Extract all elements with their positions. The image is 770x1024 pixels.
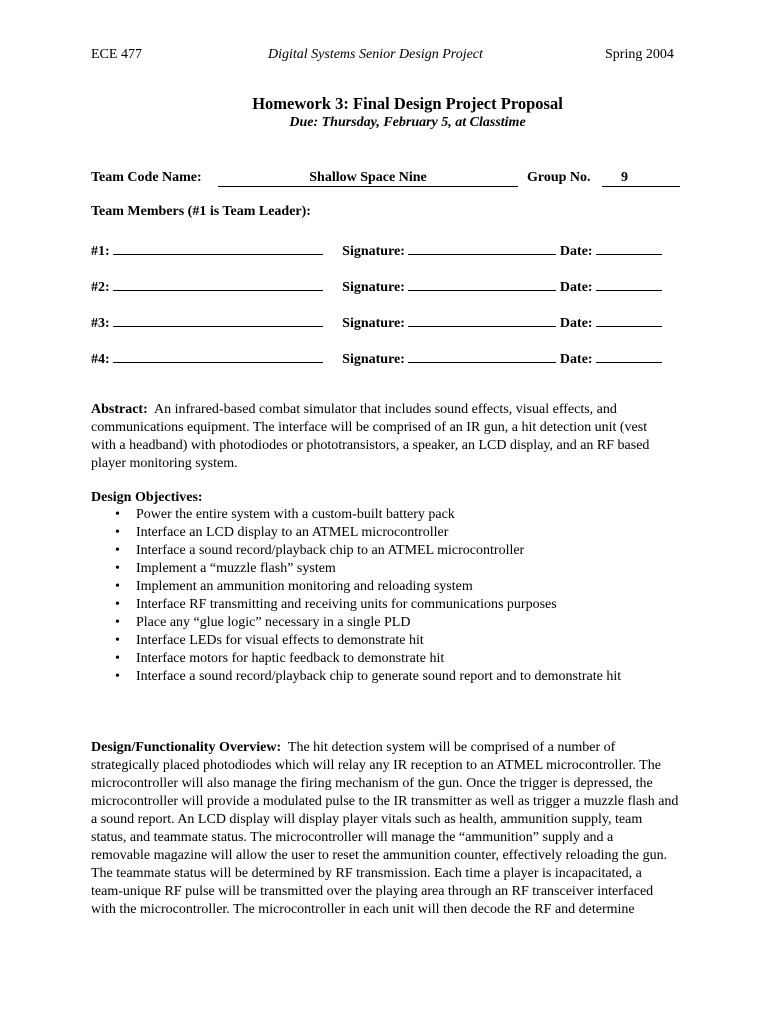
overview-line: team-unique RF pulse will be transmitted over the playing area through an RF transceiver interfaced [91, 884, 654, 899]
team-code-name-field[interactable] [218, 170, 518, 187]
signature-field[interactable] [408, 276, 556, 291]
page-title: Homework 3: Final Design Project Proposal [252, 94, 563, 113]
overview-line: microcontroller will provide a modulated pulse to the IR transmitter as well as trigger a muzzle flash and [91, 794, 679, 809]
overview-label: Design/Functionality Overview: [91, 740, 282, 755]
member-name-field[interactable] [113, 348, 323, 363]
list-item: • Interface LEDs for visual effects to demonstrate hit [91, 632, 621, 650]
overview-line: a sound report. An LCD display will display player vitals such as health, ammunition supply, team [91, 812, 643, 827]
abstract-line: communications equipment. The interface will be comprised of an IR gun, a hit detection unit (vest [91, 420, 648, 435]
member-row-4 [91, 348, 662, 368]
list-item: • Interface an LCD display to an ATMEL microcontroller [91, 524, 621, 542]
overview-line: with the microcontroller. The microcontroller in each unit will then decode the RF and determine [91, 902, 635, 917]
member-number: #1: [91, 244, 110, 259]
list-item: • Implement a “muzzle flash” system [91, 560, 621, 578]
list-item: • Interface a sound record/playback chip to generate sound report and to demonstrate hit [91, 668, 621, 686]
date-label: Date: [559, 316, 593, 331]
team-code-name-label: Team Code Name: [91, 170, 202, 185]
group-number-field[interactable] [602, 170, 680, 187]
abstract-line: An infrared-based combat simulator that includes sound effects, visual effects, and [154, 402, 617, 417]
term: Spring 2004 [605, 47, 674, 62]
member-name-field[interactable] [113, 276, 323, 291]
date-field[interactable] [596, 312, 662, 327]
member-name-field[interactable] [113, 312, 323, 327]
date-label: Date: [559, 244, 593, 259]
signature-label: Signature: [342, 244, 405, 259]
list-item: • Interface a sound record/playback chip to an ATMEL microcontroller [91, 542, 621, 560]
overview-line: microcontroller will also manage the firing mechanism of the gun. Once the trigger is depressed, the [91, 776, 653, 791]
group-number-label: Group No. [527, 170, 591, 185]
signature-label: Signature: [342, 352, 405, 367]
member-number: #4: [91, 352, 110, 367]
date-field[interactable] [596, 240, 662, 255]
member-number: #2: [91, 280, 110, 295]
signature-field[interactable] [408, 240, 556, 255]
course-code: ECE 477 [91, 47, 142, 62]
overview-line: The hit detection system will be comprised of a number of [287, 740, 616, 755]
signature-field[interactable] [408, 312, 556, 327]
overview-line: status, and teammate status. The microcontroller will manage the “ammunition” supply and a [91, 830, 614, 845]
member-row-1 [91, 240, 662, 260]
member-row-2 [91, 276, 662, 296]
overview-line: The teammate status will be determined by RF transmission. Each time a player is incapacitated, a [91, 866, 642, 881]
abstract-line: player monitoring system. [91, 456, 238, 471]
member-name-field[interactable] [113, 240, 323, 255]
abstract-label: Abstract: [91, 402, 148, 417]
signature-label: Signature: [342, 280, 405, 295]
overview-section [91, 739, 731, 919]
date-label: Date: [559, 280, 593, 295]
team-code-name-value: Shallow Space Nine [309, 170, 427, 185]
team-members-heading: Team Members (#1 is Team Leader): [91, 204, 311, 219]
list-item: • Interface motors for haptic feedback to demonstrate hit [91, 650, 621, 668]
date-field[interactable] [596, 348, 662, 363]
project-name: Digital Systems Senior Design Project [268, 47, 483, 62]
overview-line: strategically placed photodiodes which will relay any IR reception to an ATMEL microcontroller. The [91, 758, 661, 773]
abstract-line: with a headband) with photodiodes or phototransistors, a speaker, an LCD display, and an RF based [91, 438, 650, 453]
date-field[interactable] [596, 276, 662, 291]
group-number-value: 9 [621, 170, 628, 185]
member-number: #3: [91, 316, 110, 331]
list-item: • Place any “glue logic” necessary in a single PLD [91, 614, 621, 632]
list-item: • Implement an ammunition monitoring and reloading system [91, 578, 621, 596]
signature-label: Signature: [342, 316, 405, 331]
signature-field[interactable] [408, 348, 556, 363]
abstract-section [91, 401, 731, 473]
member-row-3 [91, 312, 662, 332]
overview-line: removable magazine will allow the user to reset the ammunition counter, effectively reloading the gun. [91, 848, 668, 863]
date-label: Date: [559, 352, 593, 367]
design-objectives-list [91, 506, 621, 686]
list-item: • Power the entire system with a custom-built battery pack [91, 506, 621, 524]
list-item: • Interface RF transmitting and receiving units for communications purposes [91, 596, 621, 614]
due-date: Due: Thursday, February 5, at Classtime [289, 115, 526, 130]
design-objectives-heading: Design Objectives: [91, 490, 203, 505]
